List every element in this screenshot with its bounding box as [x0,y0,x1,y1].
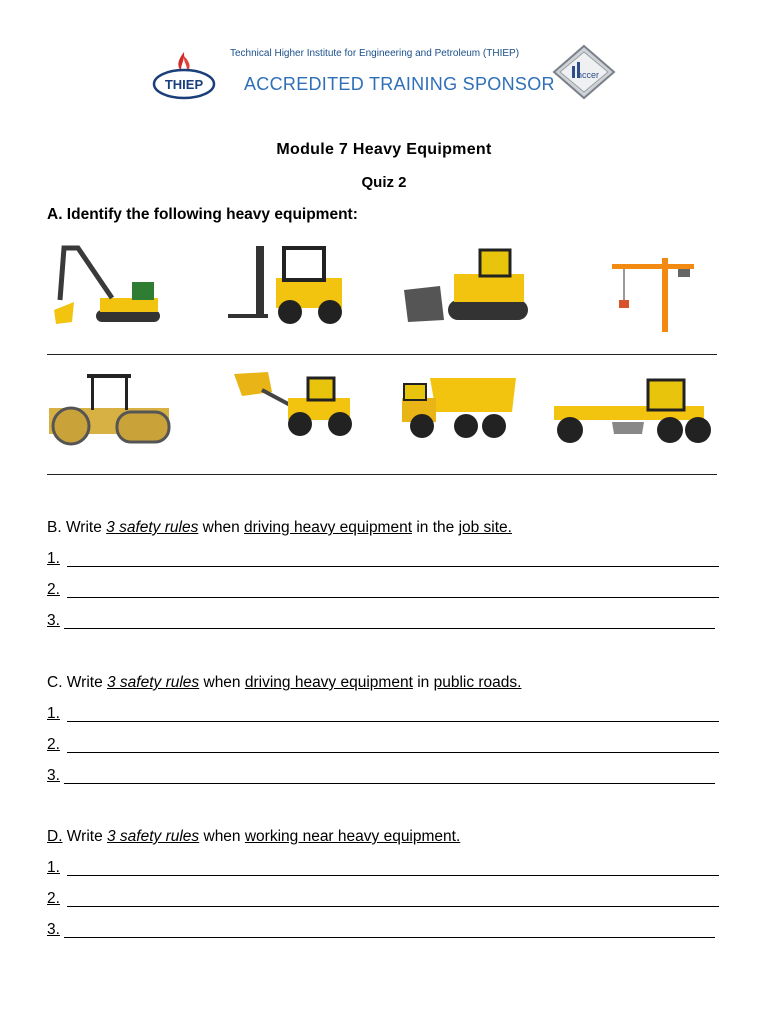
section-b-answer-3[interactable] [47,612,719,630]
bulldozer-image [400,244,532,326]
sponsor-label: ACCREDITED TRAINING SPONSOR [244,74,555,94]
section-c-answer-3[interactable] [47,767,719,785]
section-d-answer-3[interactable] [47,921,719,939]
forklift-image [226,244,348,328]
answer-number: 3. [47,921,60,938]
thiep-logo [152,48,216,102]
section-c-place: public roads. [433,674,522,691]
answer-number: 1. [47,550,60,567]
section-c-emphasis: 3 safety rules [107,674,200,691]
answer-number: 2. [47,890,60,907]
section-d-prefix: D. [47,828,63,845]
section-a-heading: A. Identify the following heavy equipment: [47,206,358,223]
answer-line-row-2[interactable] [47,474,717,475]
section-d-topic: working near heavy equipment. [244,828,461,845]
section-d-answer-1[interactable] [47,859,719,877]
section-c-prefix: C. Write [47,674,107,691]
section-c-topic: driving heavy equipment [244,674,413,691]
section-c-answer-2[interactable] [47,736,719,754]
section-b-place: job site. [458,519,512,536]
road-roller-image [47,368,173,448]
tower-crane-image [610,254,696,334]
section-b-mid2: in the [412,519,459,536]
section-b-answer-2[interactable] [47,581,719,599]
nccer-logo-text: nccer [576,70,600,80]
section-c-answer-1[interactable] [47,705,719,723]
section-b-topic: driving heavy equipment [244,519,413,536]
section-b-mid: when [198,519,244,536]
section-b-prefix: B. Write [47,519,107,536]
section-b-heading [47,519,512,537]
institute-name: Technical Higher Institute for Engineering and Petroleum (THIEP) [230,48,520,59]
page-title: Module 7 Heavy Equipment [276,141,492,158]
section-d-heading [47,828,460,846]
section-d-mid0: Write [62,828,107,845]
section-b-answer-1[interactable] [47,550,719,568]
section-d-answer-2[interactable] [47,890,719,908]
section-d-emphasis: 3 safety rules [107,828,200,845]
section-c-mid: when [199,674,245,691]
answer-number: 2. [47,581,60,598]
excavator-image [52,240,164,330]
answer-number: 1. [47,859,60,876]
section-c-mid2: in [412,674,434,691]
answer-number: 2. [47,736,60,753]
thiep-logo-text: THIEP [164,77,204,92]
wheel-loader-image [232,370,356,438]
answer-line-row-1[interactable] [47,354,717,355]
section-d-mid: when [199,828,245,845]
answer-number: 3. [47,612,60,629]
section-b-emphasis: 3 safety rules [106,519,199,536]
quiz-label: Quiz 2 [361,174,407,191]
dump-truck-image [400,376,518,442]
section-c-heading [47,674,521,692]
sponsor-banner [152,44,616,102]
answer-number: 3. [47,767,60,784]
answer-number: 1. [47,705,60,722]
nccer-logo [552,44,616,100]
motor-grader-image [552,372,716,446]
